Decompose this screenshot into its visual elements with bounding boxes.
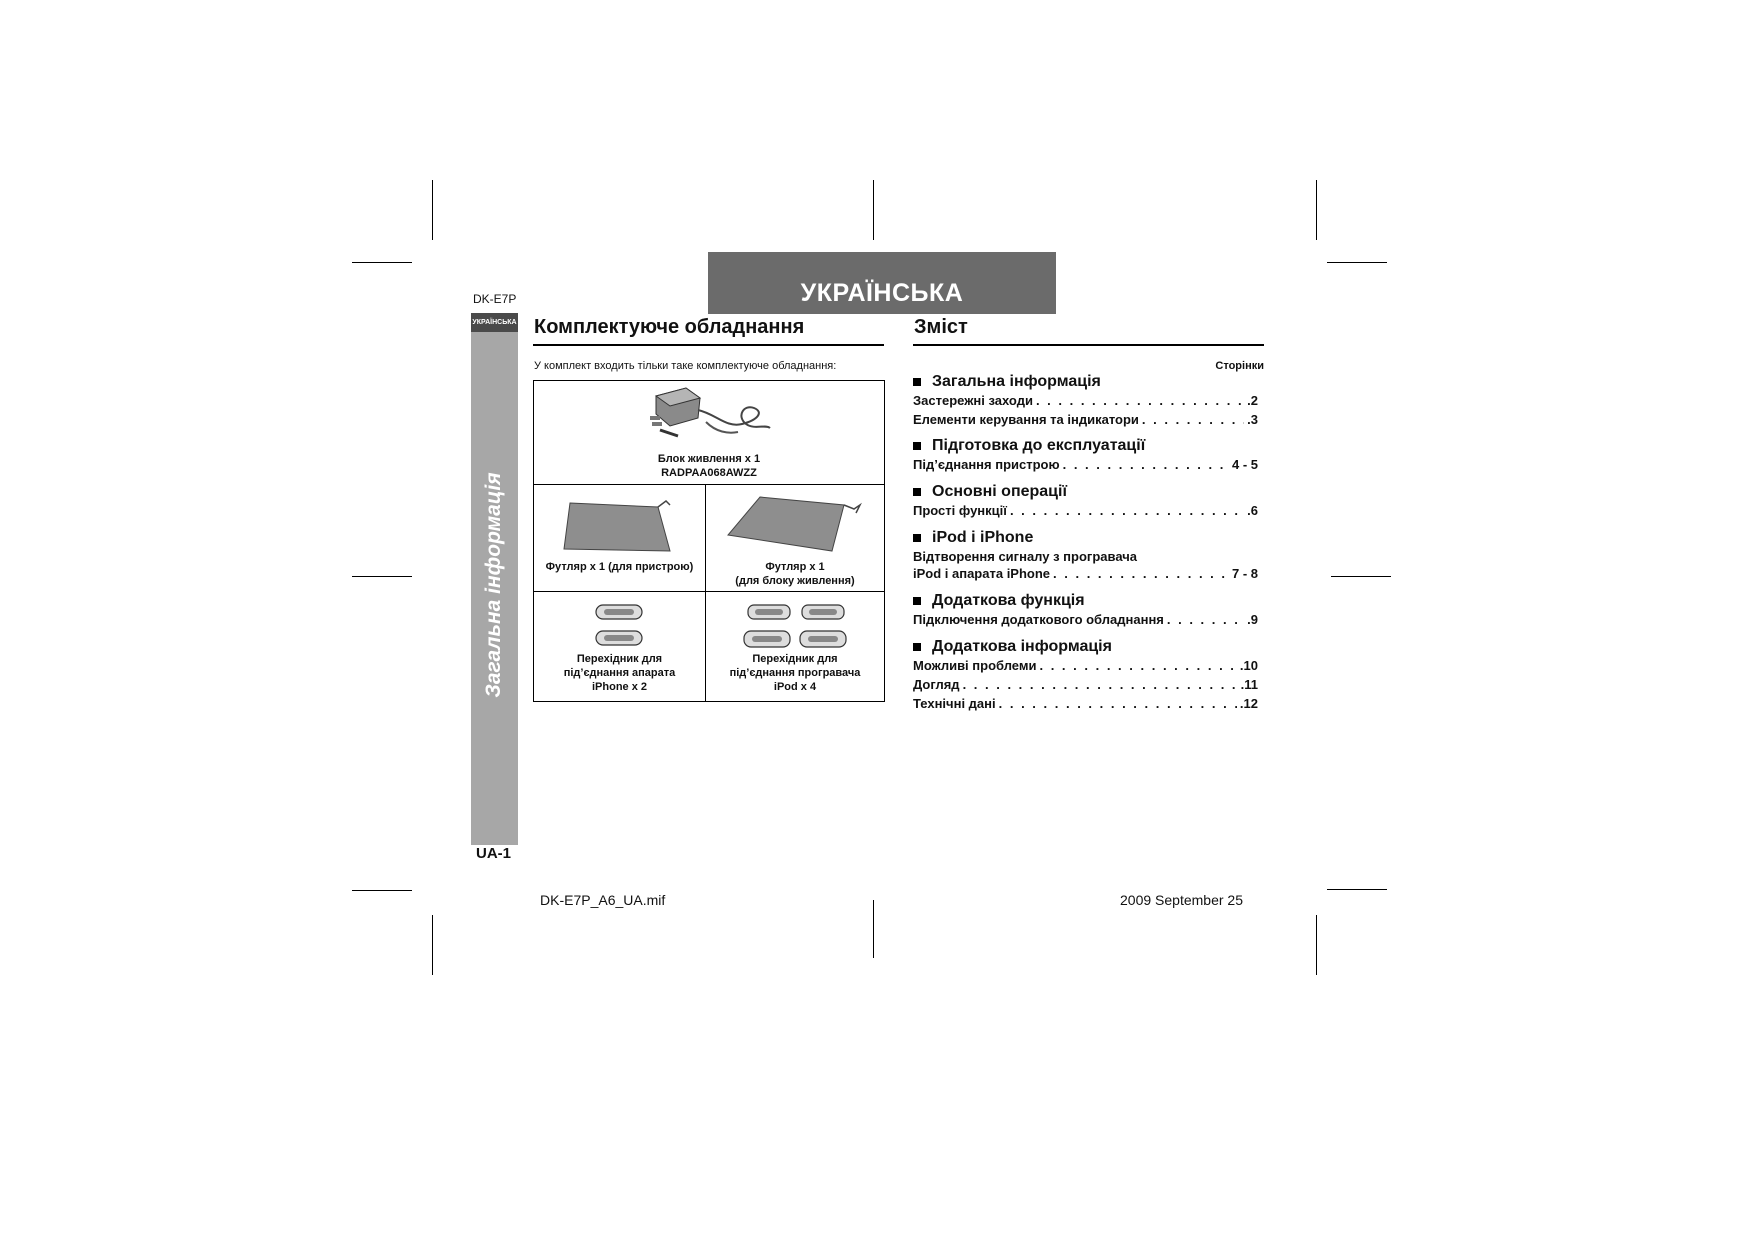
toc-section-heading (913, 592, 1085, 610)
dot-leader (1053, 566, 1229, 581)
accessory-cell-pouch-device (534, 485, 706, 592)
accessories-table (533, 380, 885, 702)
toc-section-heading (913, 483, 1067, 501)
toc-entry-page: .12 (1239, 696, 1258, 711)
toc-entry-page: 4 - 5 (1231, 457, 1258, 472)
title-rule (913, 344, 1264, 346)
toc-entry-label: Підключення додаткового обладнання (913, 612, 1164, 627)
footer-date: 2009 September 25 (1120, 892, 1243, 908)
toc-entry-page: .11 (1240, 677, 1258, 692)
accessory-caption-line: RADPAA068AWZZ (661, 467, 757, 479)
crop-mark (352, 890, 412, 891)
dot-leader (1010, 503, 1244, 518)
accessory-caption-line: (для блоку живлення) (735, 575, 855, 587)
accessory-caption-line: Блок живлення x 1 (657, 453, 761, 465)
toc-entry-page: .6 (1247, 503, 1258, 518)
square-bullet-icon (913, 643, 921, 651)
toc-entry-label: Прості функції (913, 503, 1007, 518)
square-bullet-icon (913, 488, 921, 496)
toc-entry-page: .2 (1247, 393, 1258, 408)
accessory-cell-iphone-adapters (534, 592, 706, 701)
crop-mark (1316, 915, 1317, 975)
toc-entry (913, 393, 1258, 408)
dot-leader (1039, 658, 1236, 673)
toc-entry (913, 658, 1258, 673)
toc-entry-label: Технічні дані (913, 696, 996, 711)
dock-adapter-icon (746, 602, 792, 622)
toc-entry-page: .10 (1239, 658, 1258, 673)
square-bullet-icon (913, 597, 921, 605)
pouch-icon (560, 497, 680, 557)
dot-leader (999, 696, 1237, 711)
toc-entry-label: Відтворення сигналу з програвача (913, 549, 1137, 564)
dot-leader (1036, 393, 1244, 408)
toc-entry-label: iPod і апарата iPhone (913, 566, 1051, 581)
toc-entry-label: Застережні заходи (913, 393, 1033, 408)
title-rule (533, 344, 884, 346)
toc-section-heading (913, 373, 1101, 391)
accessory-caption-line: Футляр x 1 (765, 561, 825, 573)
toc-heading-text: Підготовка до експлуатації (932, 437, 1146, 454)
toc-entry-page: .9 (1247, 612, 1258, 627)
dot-leader (1142, 412, 1244, 427)
accessory-cell-ipod-adapters (706, 592, 884, 701)
dock-adapter-icon (742, 628, 792, 650)
crop-mark (1327, 262, 1387, 263)
crop-mark (432, 915, 433, 975)
crop-mark (1316, 180, 1317, 240)
dot-leader (1167, 612, 1244, 627)
toc-entry-page: 7 - 8 (1231, 566, 1258, 581)
toc-entry-page: .3 (1247, 412, 1258, 427)
toc-entry (913, 457, 1258, 472)
accessory-caption-line: під’єднання апарата (563, 667, 676, 679)
toc-heading-text: Додаткова функція (932, 592, 1085, 609)
toc-title: Зміст (914, 316, 968, 338)
toc-entry (913, 566, 1258, 581)
dock-adapter-icon (798, 628, 848, 650)
toc-entry (913, 503, 1258, 518)
crop-mark (352, 262, 412, 263)
accessories-intro: У комплект входить тільки таке комплектуюче обладнання: (534, 360, 837, 372)
toc-section-heading (913, 529, 1033, 547)
square-bullet-icon (913, 378, 921, 386)
page-number: UA-1 (476, 845, 512, 862)
crop-mark (432, 180, 433, 240)
dock-adapter-icon (594, 602, 644, 622)
crop-mark (352, 576, 412, 577)
accessory-caption-line: Перехідник для (752, 653, 838, 665)
toc-section-heading (913, 638, 1112, 656)
crop-mark (873, 180, 874, 240)
model-label: DK-E7P (473, 292, 517, 306)
accessories-title: Комплектуюче обладнання (534, 316, 805, 338)
accessory-caption-line: під’єднання програвача (729, 667, 861, 679)
toc-entry-label: Догляд (913, 677, 960, 692)
square-bullet-icon (913, 534, 921, 542)
dock-adapter-icon (800, 602, 846, 622)
ac-adapter-icon (646, 384, 776, 444)
toc-section-heading (913, 437, 1145, 455)
toc-heading-text: Загальна інформація (932, 373, 1101, 390)
toc-entry (913, 677, 1258, 692)
footer-filename: DK-E7P_A6_UA.mif (540, 892, 666, 908)
dot-leader (1063, 457, 1229, 472)
side-language-tab: УКРАЇНСЬКА (471, 313, 518, 332)
toc-entry-label: Можливі проблеми (913, 658, 1037, 673)
toc-heading-text: Основні операції (932, 483, 1067, 500)
language-banner: УКРАЇНСЬКА (708, 252, 1056, 314)
toc-heading-text: Додаткова інформація (932, 638, 1112, 655)
pages-label: Сторінки (1215, 360, 1264, 372)
toc-entry (913, 696, 1258, 711)
side-section-title: Загальна інформація (482, 472, 505, 698)
dot-leader (963, 677, 1238, 692)
toc-entry (913, 612, 1258, 627)
crop-mark (1331, 576, 1391, 577)
accessory-cell-pouch-adapter (706, 485, 884, 592)
crop-mark (873, 900, 874, 958)
accessory-caption-line: iPod x 4 (773, 681, 817, 693)
accessory-cell-adapter (534, 381, 884, 485)
toc-entry (913, 412, 1258, 427)
toc-entry-label: Під’єднання пристрою (913, 457, 1060, 472)
accessory-caption-line: Перехідник для (576, 653, 663, 665)
crop-mark (1327, 889, 1387, 890)
toc-entry-label: Елементи керування та індикатори (913, 412, 1139, 427)
dock-adapter-icon (594, 628, 644, 648)
accessory-caption-line: Футляр x 1 (для пристрою) (545, 561, 694, 573)
toc-heading-text: iPod і iPhone (932, 529, 1034, 546)
pouch-icon (724, 491, 864, 557)
square-bullet-icon (913, 442, 921, 450)
accessory-caption-line: iPhone x 2 (591, 681, 648, 693)
